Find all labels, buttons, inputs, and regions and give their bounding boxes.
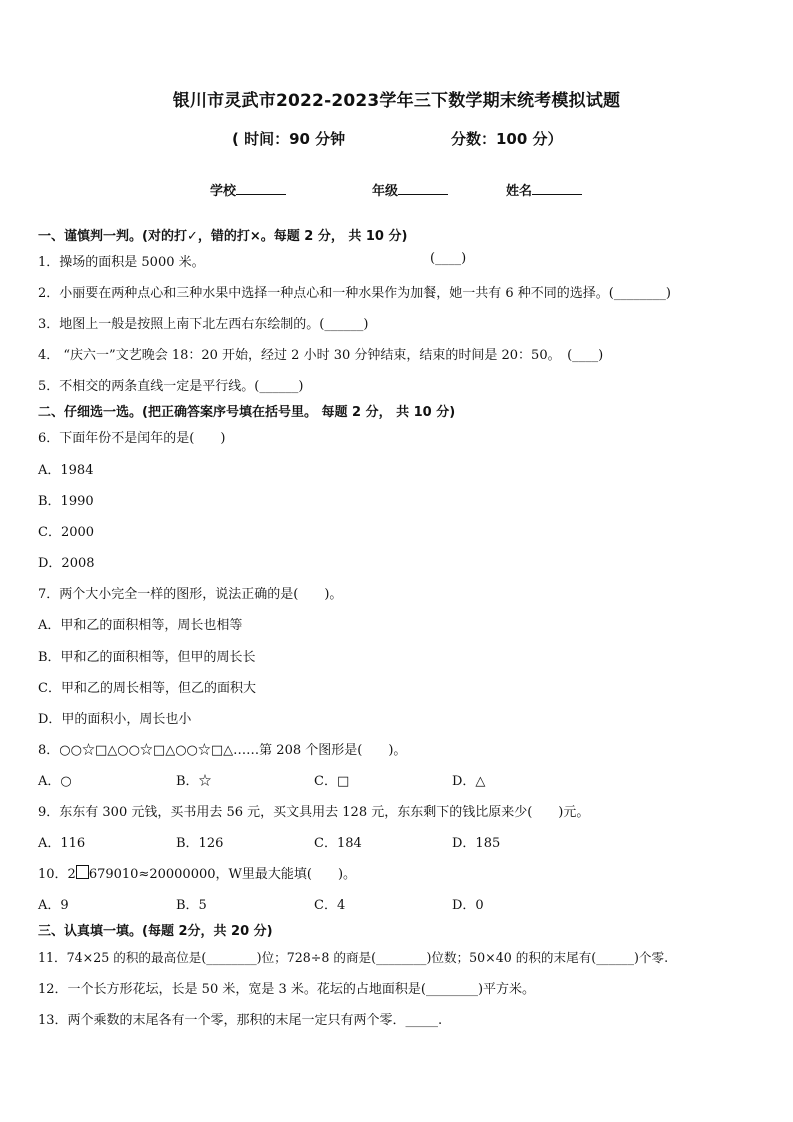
question-10 <box>38 863 356 882</box>
question-6-option-c[interactable]: C．2000 <box>38 525 95 540</box>
question-11: 11．74×25 的积的最高位是(________)位；728÷8 的商是(________)位数；50×40 的积的末尾有(______)个零. <box>38 950 669 965</box>
question-10-option-d[interactable]: D．0 <box>452 898 484 913</box>
question-3: 3．地图上一般是按照上南下北左西右东绘制的。(______) <box>38 317 369 332</box>
question-7-option-c[interactable]: C．甲和乙的周长相等，但乙的面积大 <box>38 681 256 696</box>
exam-score: 分数：100 分） <box>451 130 563 148</box>
school-label: 学校 <box>210 184 237 199</box>
school-field[interactable] <box>210 180 286 199</box>
question-12: 12．一个长方形花坛，长是 50 米，宽是 3 米。花坛的占地面积是(________)平方米。 <box>38 982 536 997</box>
question-2: 2．小丽要在两种点心和三种水果中选择一种点心和一种水果作为加餐，她一共有 6 种不同的选择。(________) <box>38 286 671 301</box>
question-6-option-b[interactable]: B．1990 <box>38 494 94 509</box>
exam-time: ( 时间：90 分钟 <box>232 130 346 148</box>
school-blank[interactable] <box>236 182 286 195</box>
question-8: 8．○○☆□△○○☆□△○○☆□△……第 208 个图形是( )。 <box>38 743 407 758</box>
section-heading-2: 二、仔细选一选。(把正确答案序号填在括号里。 每题 2 分， 共 10 分) <box>38 405 456 420</box>
name-blank[interactable] <box>532 182 582 195</box>
question-9-option-a[interactable]: A．116 <box>38 836 86 851</box>
question-7: 7．两个大小完全一样的图形，说法正确的是( )。 <box>38 587 343 602</box>
question-9-option-c[interactable]: C．184 <box>314 836 362 851</box>
question-10-option-a[interactable]: A．9 <box>38 898 69 913</box>
question-7-option-d[interactable]: D．甲的面积小，周长也小 <box>38 712 192 727</box>
grade-field[interactable] <box>372 180 448 199</box>
question-8-option-a[interactable]: A．○ <box>38 774 72 789</box>
question-1-answer[interactable]: (____) <box>430 251 467 266</box>
question-6-option-a[interactable]: A．1984 <box>38 463 94 478</box>
question-9: 9．东东有 300 元钱，买书用去 56 元，买文具用去 128 元，东东剩下的钱比原来少( )元。 <box>38 805 590 820</box>
question-8-option-c[interactable]: C．□ <box>314 774 350 789</box>
question-10-option-b[interactable]: B．5 <box>176 898 207 913</box>
question-10-option-c[interactable]: C．4 <box>314 898 346 913</box>
question-6: 6．下面年份不是闰年的是( ) <box>38 431 226 446</box>
section-heading-3: 三、认真填一填。(每题 2分，共 20 分) <box>38 924 273 939</box>
question-13: 13．两个乘数的末尾各有一个零，那积的末尾一定只有两个零．_____. <box>38 1013 443 1028</box>
question-9-option-b[interactable]: B．126 <box>176 836 224 851</box>
section-heading-1: 一、谨慎判一判。(对的打✓，错的打×。每题 2 分， 共 10 分) <box>38 229 408 244</box>
question-7-option-b[interactable]: B．甲和乙的面积相等，但甲的周长长 <box>38 650 256 665</box>
question-6-option-d[interactable]: D．2008 <box>38 556 95 571</box>
grade-blank[interactable] <box>398 182 448 195</box>
question-4: 4． “庆六一”文艺晚会 18：20 开始，经过 2 小时 30 分钟结束，结束的时间是 20：50。 (____) <box>38 348 604 363</box>
question-10-prefix: 10．2 <box>38 867 76 882</box>
question-7-option-a[interactable]: A．甲和乙的面积相等，周长也相等 <box>38 618 243 633</box>
question-8-option-d[interactable]: D．△ <box>452 774 486 789</box>
question-10-box[interactable] <box>76 865 89 879</box>
question-5: 5．不相交的两条直线一定是平行线。(______) <box>38 379 304 394</box>
exam-title: 银川市灵武市2022-2023学年三下数学期末统考模拟试题 <box>172 91 621 111</box>
name-field[interactable] <box>506 180 582 199</box>
name-label: 姓名 <box>506 184 533 199</box>
question-9-option-d[interactable]: D．185 <box>452 836 501 851</box>
question-10-suffix: 679010≈20000000，W里最大能填( )。 <box>88 867 357 882</box>
question-1: 1．操场的面积是 5000 米。 <box>38 255 205 270</box>
grade-label: 年级 <box>372 184 399 199</box>
question-8-option-b[interactable]: B．☆ <box>176 774 212 789</box>
